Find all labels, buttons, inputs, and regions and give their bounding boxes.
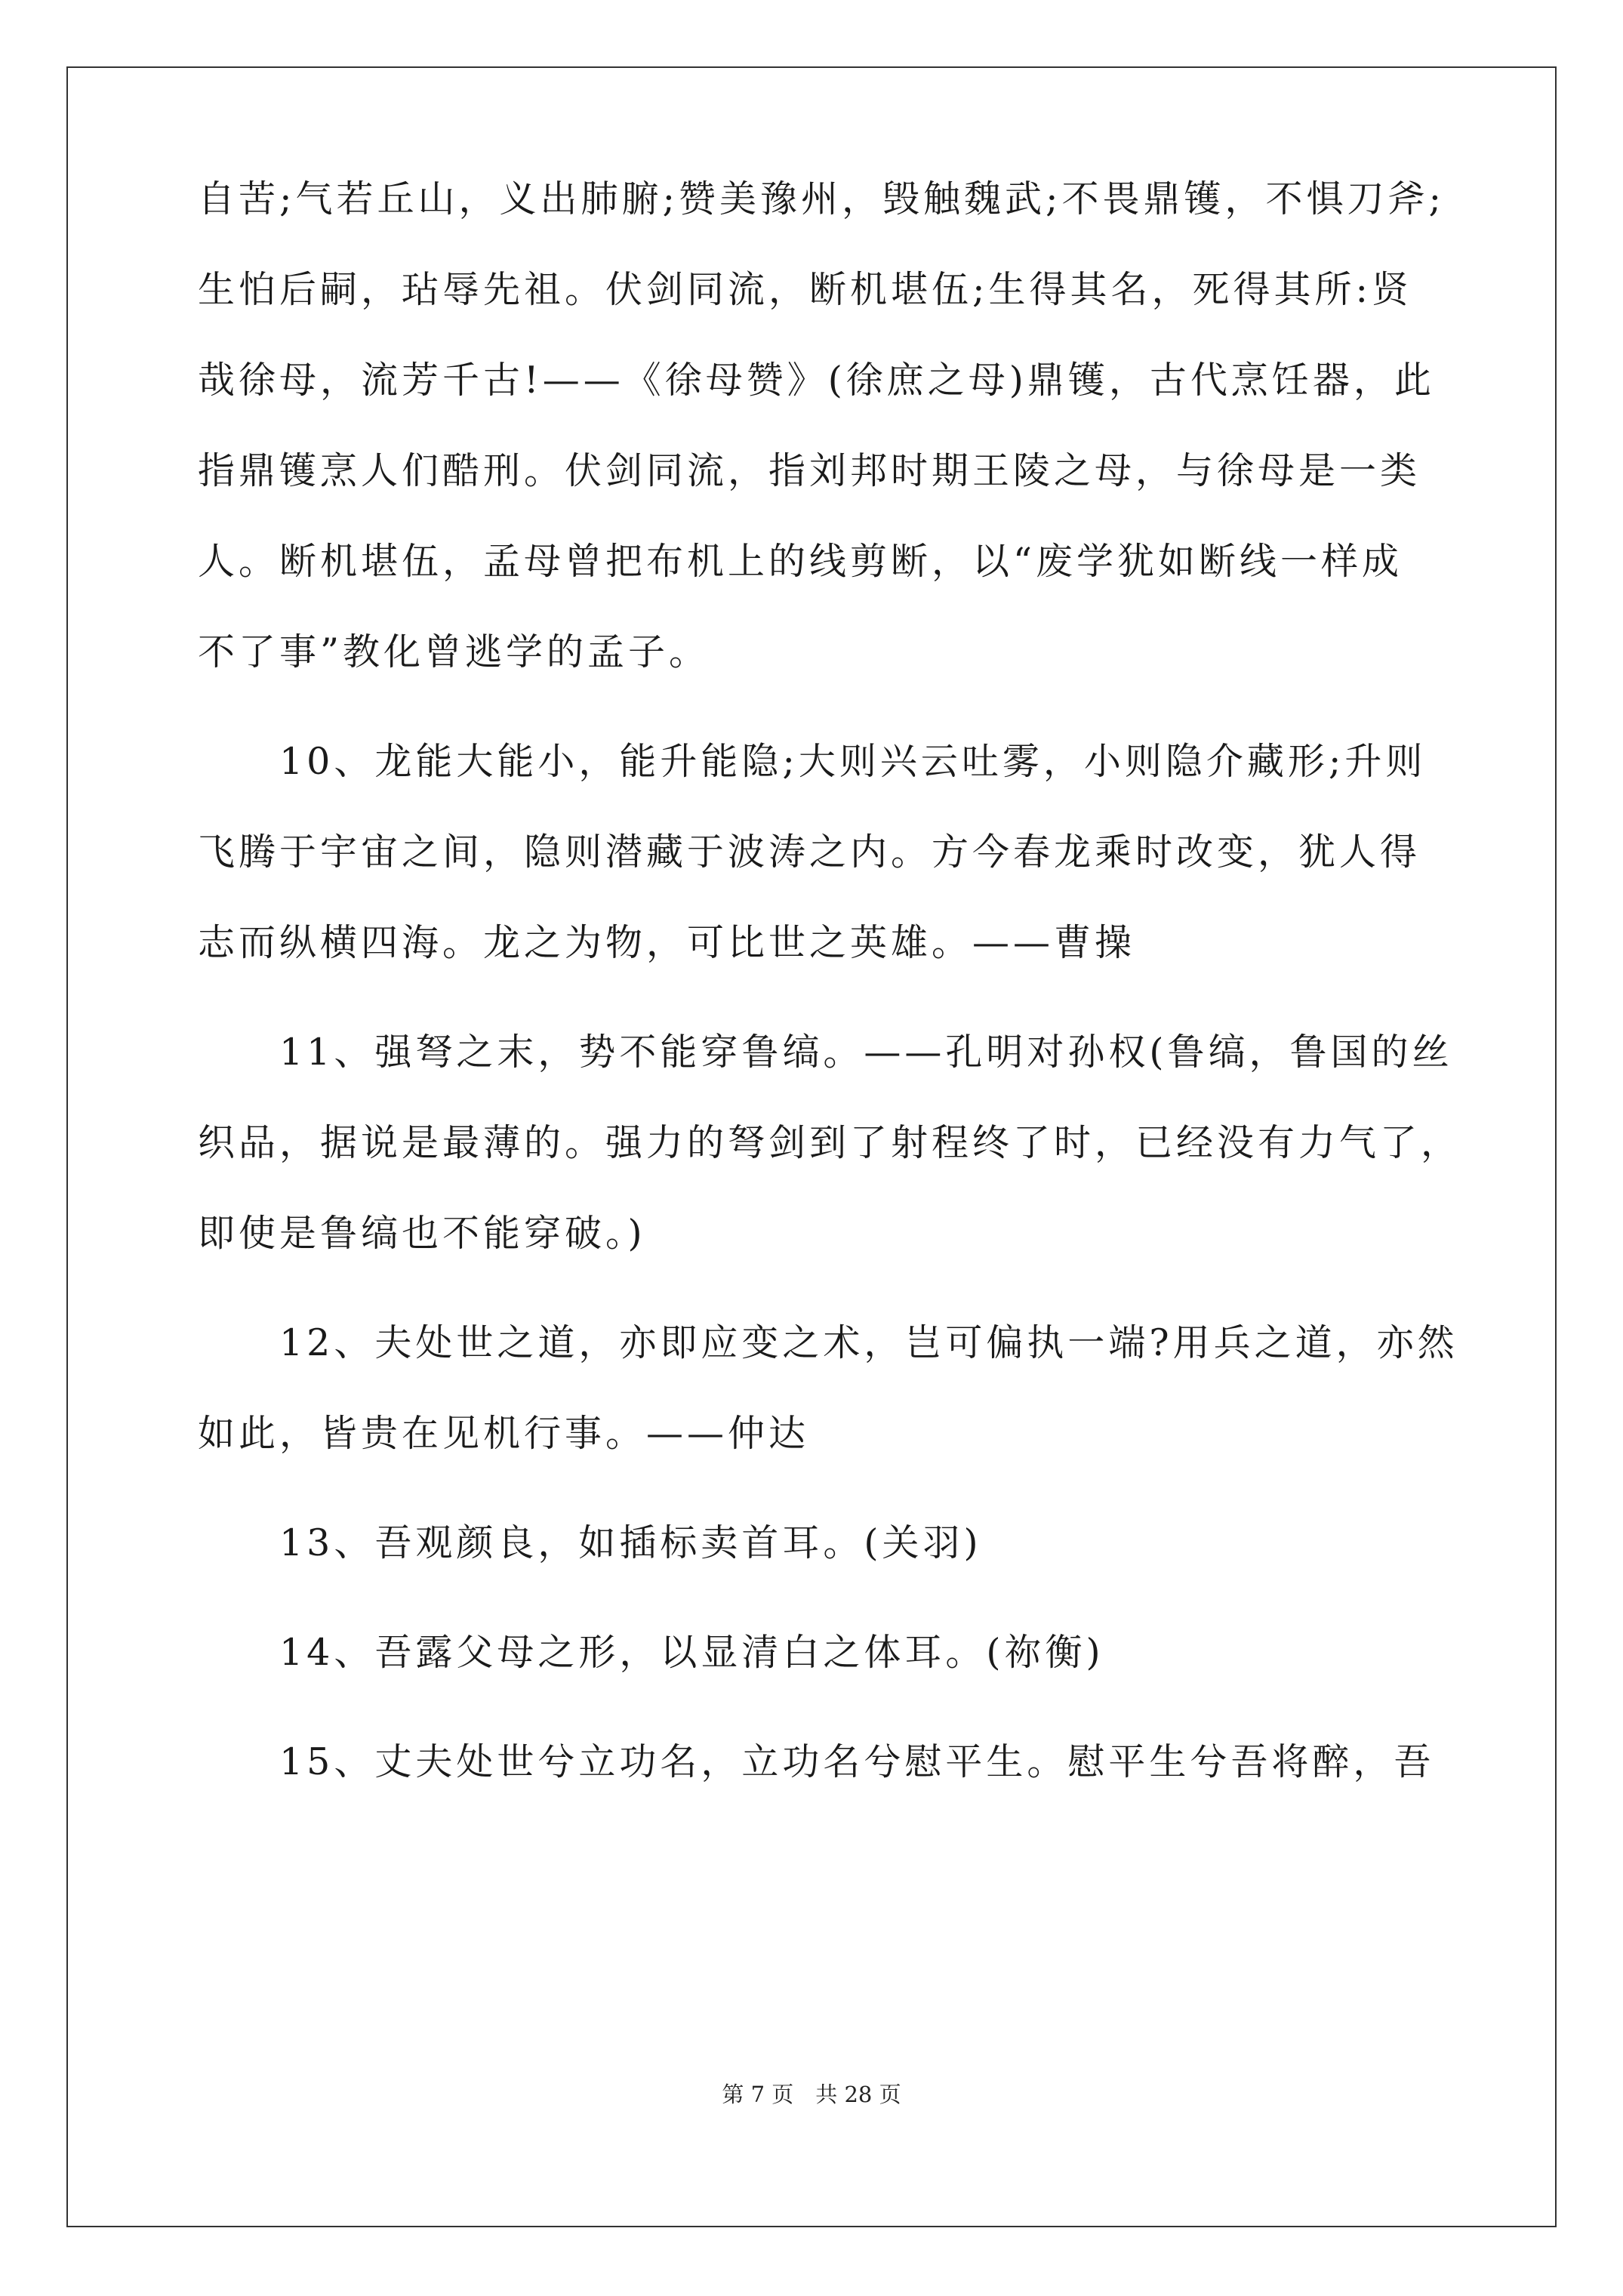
text-line: 14、吾露父母之形，以显清白之体耳。(祢衡)	[198, 1631, 1104, 1674]
text-line: 飞腾于宇宙之间，隐则潜藏于波涛之内。方今春龙乘时改变，犹人得	[198, 831, 1421, 874]
text-line: 指鼎镬烹人们酷刑。伏剑同流，指刘邦时期王陵之母，与徐母是一类	[198, 449, 1421, 492]
text-line: 12、夫处世之道，亦即应变之术，岂可偏执一端?用兵之道，亦然	[198, 1321, 1458, 1364]
text-line: 人。断机堪伍，孟母曾把布机上的线剪断，以“废学犹如断线一样成	[198, 540, 1403, 583]
text-line: 15、丈夫处世兮立功名，立功名兮慰平生。慰平生兮吾将醉，吾	[198, 1740, 1435, 1783]
page-number-footer: 第 7 页 共 28 页	[722, 2082, 901, 2107]
text-line: 13、吾观颜良，如插标卖首耳。(关羽)	[198, 1521, 982, 1564]
text-line: 11、强弩之末，势不能穿鲁缟。——孔明对孙权(鲁缟，鲁国的丝	[198, 1031, 1453, 1074]
text-line: 生怕后嗣，玷辱先祖。伏剑同流，断机堪伍;生得其名，死得其所:贤	[198, 268, 1413, 311]
text-line: 10、龙能大能小，能升能隐;大则兴云吐雾，小则隐介藏形;升则	[198, 740, 1427, 783]
text-line: 如此，皆贵在见机行事。——仲达	[198, 1412, 810, 1455]
text-line: 织品，据说是最薄的。强力的弩剑到了射程终了时，已经没有力气了，	[198, 1121, 1462, 1164]
text-line: 即使是鲁缟也不能穿破。)	[198, 1212, 646, 1255]
text-line: 志而纵横四海。龙之为物，可比世之英雄。——曹操	[198, 921, 1136, 964]
text-line: 自苦;气若丘山，义出肺腑;赞美豫州，毁触魏武;不畏鼎镬，不惧刀斧;	[198, 177, 1446, 220]
text-line: 哉徐母，流芳千古!——《徐母赞》(徐庶之母)鼎镬，古代烹饪器，此	[198, 359, 1435, 402]
text-line: 不了事”教化曾逃学的孟子。	[198, 630, 710, 673]
